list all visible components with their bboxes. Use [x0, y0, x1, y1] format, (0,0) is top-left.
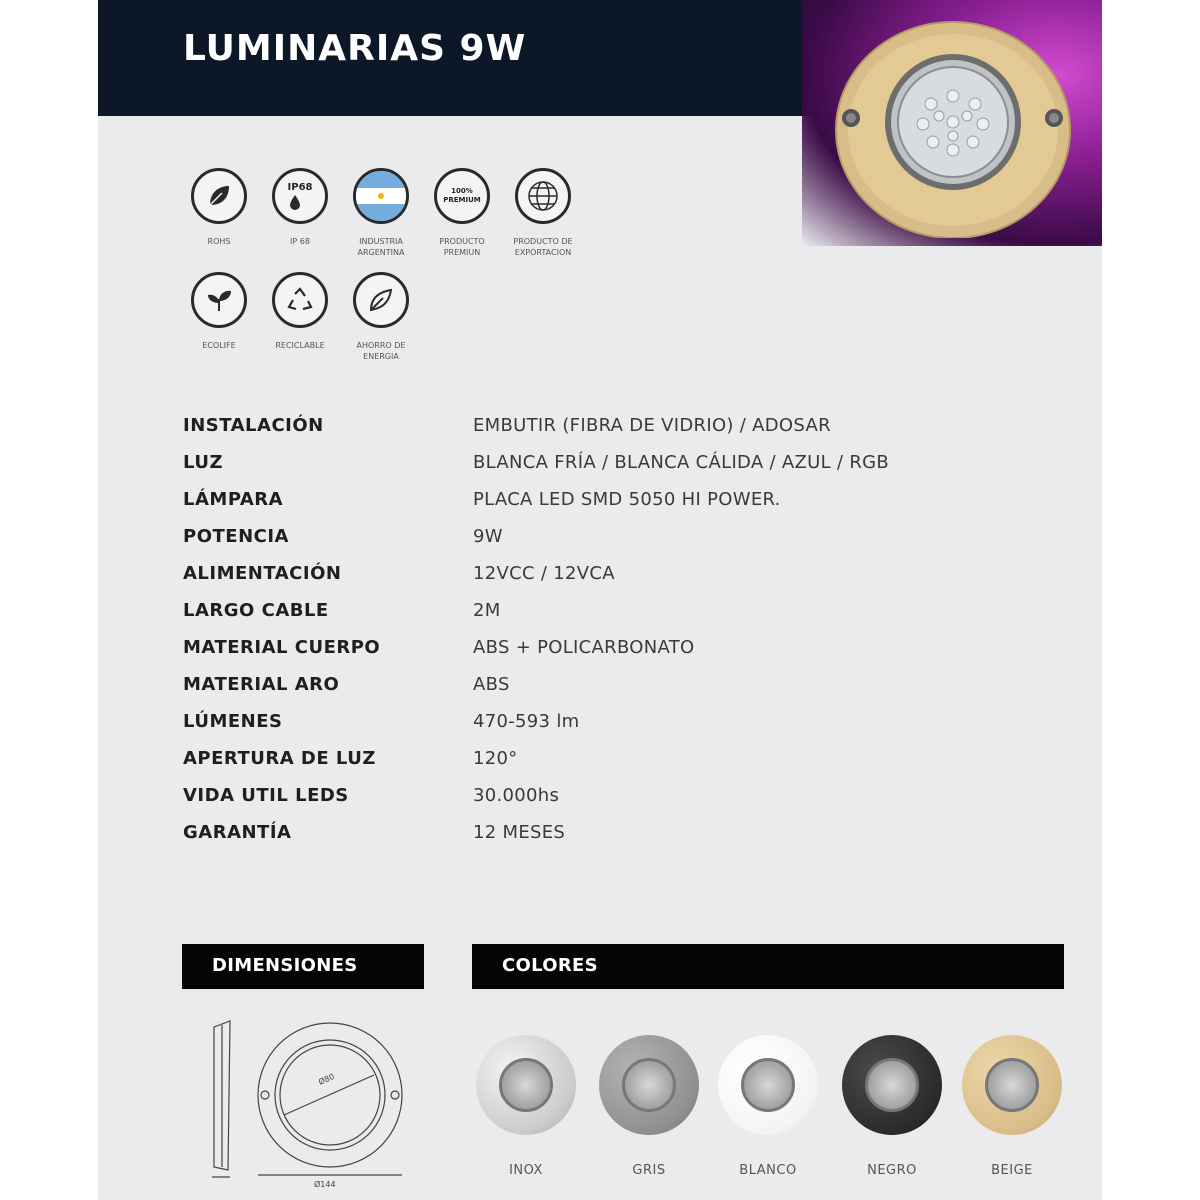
icon-rohs: ROHS	[178, 168, 260, 247]
sprout-icon	[191, 272, 247, 328]
spec-value: 9W	[473, 526, 503, 547]
spec-row	[183, 415, 983, 445]
led-lens	[741, 1058, 795, 1112]
dimension-drawing	[202, 1015, 412, 1190]
spec-label: INSTALACIÓN	[183, 415, 324, 436]
color-option-beige: BEIGE	[957, 1035, 1067, 1178]
spec-label: LÁMPARA	[183, 489, 284, 510]
spec-value: 470-593 lm	[473, 711, 580, 732]
leaf-icon	[191, 168, 247, 224]
icon-ip68: IP68 IP 68	[259, 168, 341, 247]
spec-label: LÚMENES	[183, 711, 283, 732]
spec-label: LUZ	[183, 452, 223, 473]
spec-label: MATERIAL ARO	[183, 674, 340, 695]
icon-energy: AHORRO DE ENERGIA	[340, 272, 422, 362]
spec-label: VIDA UTIL LEDS	[183, 785, 349, 806]
inner-diameter-mark: Ø80	[317, 1071, 336, 1087]
spec-value: 30.000hs	[473, 785, 560, 806]
color-option-negro: NEGRO	[837, 1035, 947, 1178]
spec-row	[183, 785, 983, 815]
icon-premium: 100% PREMIUM PRODUCTO PREMIUN	[421, 168, 503, 258]
led-lens	[499, 1058, 553, 1112]
color-swatch	[718, 1035, 818, 1135]
spec-value: ABS	[473, 674, 510, 695]
spec-row	[183, 748, 983, 778]
spec-value: ABS + POLICARBONATO	[473, 637, 695, 658]
product-sheet	[98, 0, 1102, 1200]
spec-row	[183, 637, 983, 667]
spec-row	[183, 822, 983, 852]
color-option-blanco: BLANCO	[713, 1035, 823, 1178]
color-swatch	[599, 1035, 699, 1135]
spec-value: 120°	[473, 748, 518, 769]
spec-row	[183, 489, 983, 519]
luminaire-product-image	[835, 18, 1071, 238]
recycle-icon	[272, 272, 328, 328]
spec-label: GARANTÍA	[183, 822, 292, 843]
spec-row	[183, 600, 983, 630]
led-lens	[622, 1058, 676, 1112]
page-title: LUMINARIAS 9W	[183, 28, 527, 69]
color-swatch	[962, 1035, 1062, 1135]
spec-value: BLANCA FRÍA / BLANCA CÁLIDA / AZUL / RGB	[473, 452, 890, 473]
icon-recycle: RECICLABLE	[259, 272, 341, 351]
spec-label: POTENCIA	[183, 526, 289, 547]
spec-row	[183, 563, 983, 593]
water-drop-icon: IP68	[272, 168, 328, 224]
spec-value: 2M	[473, 600, 501, 621]
spec-value: EMBUTIR (FIBRA DE VIDRIO) / ADOSAR	[473, 415, 831, 436]
dimensions-heading: DIMENSIONES	[212, 955, 358, 976]
spec-label: APERTURA DE LUZ	[183, 748, 376, 769]
argentina-flag-icon	[353, 168, 409, 224]
spec-label: LARGO CABLE	[183, 600, 329, 621]
dimensions-heading-bar	[182, 944, 424, 989]
premium-badge-icon: 100% PREMIUM	[434, 168, 490, 224]
color-swatch	[842, 1035, 942, 1135]
spec-value: 12VCC / 12VCA	[473, 563, 615, 584]
energy-leaf-plug-icon	[353, 272, 409, 328]
globe-icon	[515, 168, 571, 224]
outer-diameter-mark: Ø144	[314, 1180, 336, 1189]
icon-export: PRODUCTO DE EXPORTACION	[502, 168, 584, 258]
led-lens	[985, 1058, 1039, 1112]
spec-row	[183, 674, 983, 704]
colors-heading: COLORES	[502, 955, 598, 976]
led-lens	[865, 1058, 919, 1112]
colors-heading-bar	[472, 944, 1064, 989]
spec-value: 12 MESES	[473, 822, 566, 843]
spec-value: PLACA LED SMD 5050 HI POWER.	[473, 489, 781, 510]
spec-row	[183, 711, 983, 741]
color-option-inox: INOX	[471, 1035, 581, 1178]
spec-label: ALIMENTACIÓN	[183, 563, 342, 584]
icon-argentina: INDUSTRIA ARGENTINA	[340, 168, 422, 258]
spec-row	[183, 526, 983, 556]
spec-label: MATERIAL CUERPO	[183, 637, 381, 658]
color-swatch	[476, 1035, 576, 1135]
color-option-gris: GRIS	[594, 1035, 704, 1178]
icon-ecolife: ECOLIFE	[178, 272, 260, 351]
spec-row	[183, 452, 983, 482]
